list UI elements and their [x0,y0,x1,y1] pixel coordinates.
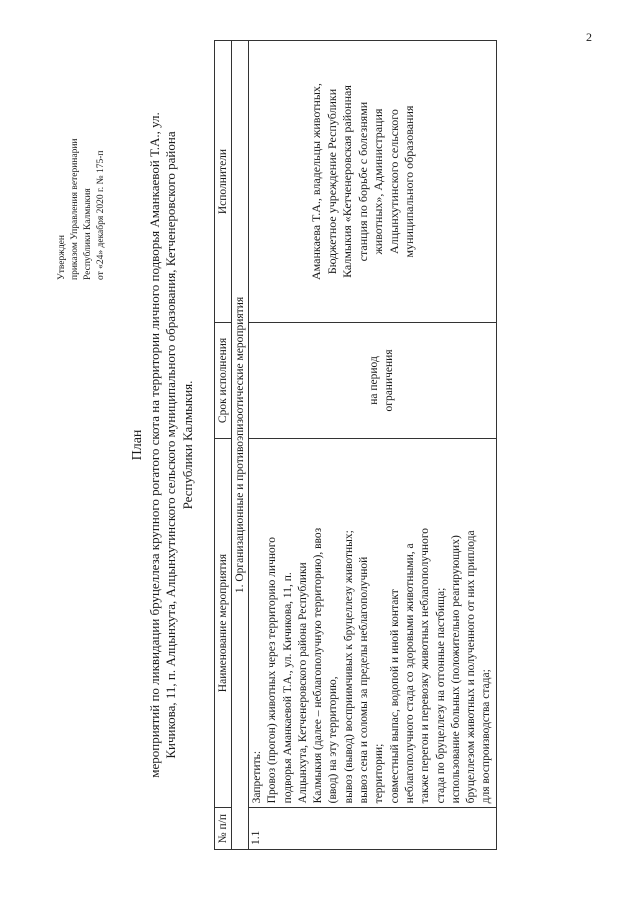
executor-line: животных», Администрация [371,108,385,255]
section-row [232,41,249,850]
header-name: Наименование мероприятия [215,438,232,807]
rotated-page [40,20,595,865]
executor-line: Калмыкия «Кетченеровская районная [340,85,354,278]
executor-line: муниципального образования [402,105,416,258]
executor-line: Бюджетное учреждение Республики [324,88,339,275]
measure-line: бруцеллезом животных и полученного от них приплода [465,530,478,804]
approval-line: Утвержден [57,235,67,280]
measure-line: вывоз сена и соломы за пределы неблагополучной [358,556,371,804]
term-line: ограничения [382,349,395,412]
title-line: мероприятий по ликвидации бруцеллеза крупного рогатого скота на территории личного подворья Аманкаевой Т.А., ул. [146,112,162,778]
measure-line: Провоз (прогон) животных через территорию личного [266,537,279,804]
approval-line: Республики Калмыкия [83,188,93,280]
approval-block [56,30,108,280]
measure-line: Алцынхута, Кетченеровского района Республики [296,562,309,804]
executor-line: Алцынхутинского сельского [386,109,401,254]
measure-line: для воспроизводства стада; [480,669,493,804]
executor-line: станция по борьбе с болезнями [355,101,370,262]
section-title: 1. Организационные и противоэпизоотические мероприятия [232,41,249,850]
header-num: № п/п [215,808,232,850]
title-line: Республики Калмыкия. [179,380,195,510]
measure-line: вывоз (вывод) восприимчивых к бруцеллезу животных; [342,530,355,804]
measure-line: неблагополучного стада со здоровыми животными, а [403,543,416,804]
measure-line: совместный выпас, водопой и иной контакт [388,589,401,804]
approval-line: от «24» декабря 2020 г. № 175-п [96,150,106,280]
measure-line: (ввод) на эту территорию, [327,676,340,804]
title-line: Кичикова, 11, п. Алцынхута, Алцынхутинского сельского муниципального образования, Кетченеровского района [163,131,178,759]
executor-line: Аманкаева Т.А., владельцы животных, [309,83,323,280]
row-number: 1.1 [249,808,497,850]
measure-line: территории; [373,743,386,804]
page-number: 2 [586,30,592,44]
measure-line: стада по бруцеллезу на отгонные пастбища; [434,587,447,804]
header-term: Срок исполнения [215,323,232,439]
measure-line: Запретить: [251,750,263,804]
table-row [249,41,497,850]
row-executors [249,41,497,323]
document-title [130,35,196,855]
measure-line: подворья Аманкаевой Т.А., ул. Кичикова, 11, п. [281,572,294,804]
title-line: План [130,429,145,461]
measure-line: Калмыкия (далее – неблагополучную территорию), ввоз [312,527,325,804]
table-header-row [215,41,232,850]
row-term [249,323,497,439]
plan-table [214,40,497,850]
header-executors: Исполнители [215,41,232,323]
approval-line: приказом Управления ветеринарии [70,138,80,280]
measure-line: использование больных (положительно реагирующих) [449,535,462,804]
term-line: на период [367,356,380,405]
measure-line: также перегон и перевозку животных неблагополучного [419,528,432,804]
row-measure [249,438,497,807]
